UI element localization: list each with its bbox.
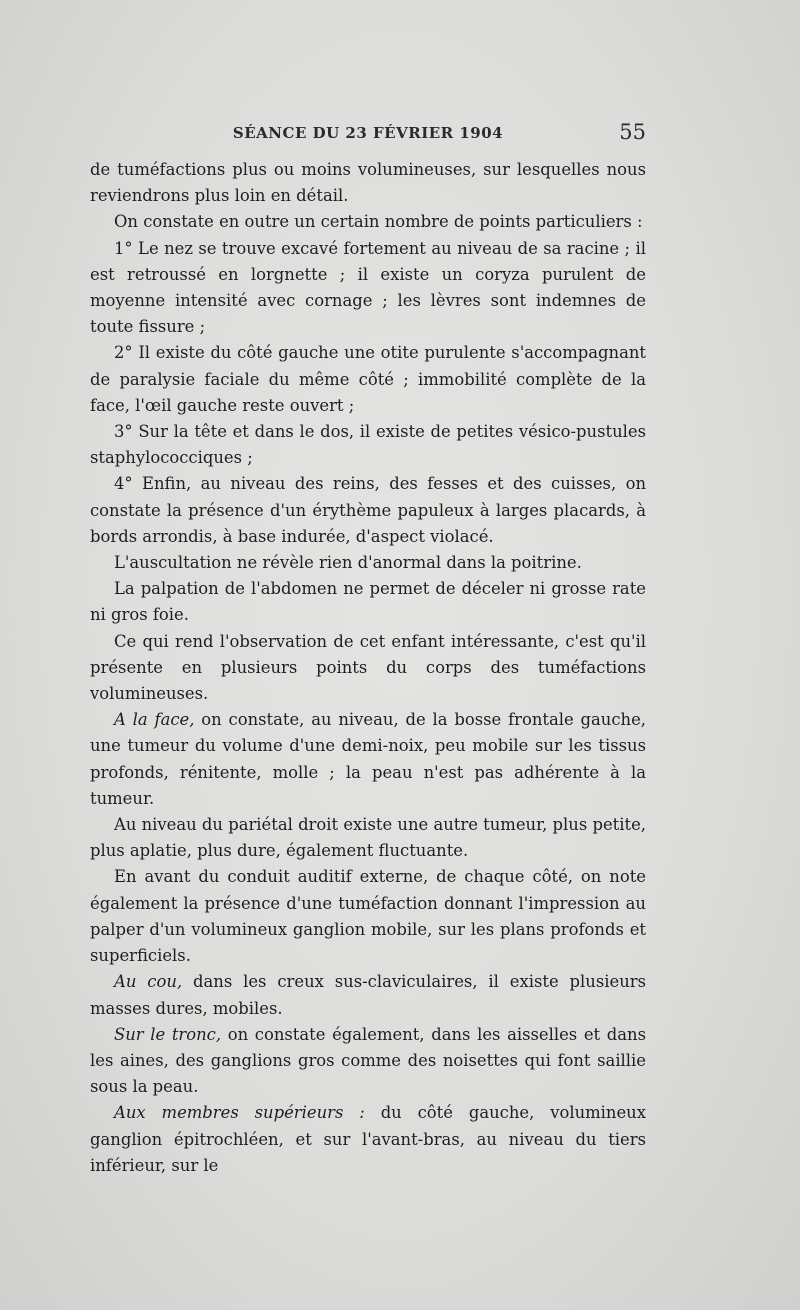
paragraph-text: dans les creux sus-claviculaires, il existe plusieurs masses dures, mobiles. bbox=[90, 972, 647, 1018]
body-text bbox=[90, 157, 646, 1179]
running-head: SÉANCE DU 23 FÉVRIER 1904 bbox=[232, 124, 504, 142]
paragraph-text: 4° Enfin, au niveau des reins, des fesses et des cuisses, on constate la présence d'un érythème papuleux à larges placards, à bords arrondis, à base indurée, d'aspect violacé. bbox=[90, 474, 646, 546]
page-header bbox=[90, 120, 646, 144]
paragraph-text: La palpation de l'abdomen ne permet de déceler ni grosse rate ni gros foie. bbox=[90, 579, 646, 625]
paragraph bbox=[90, 236, 646, 341]
paragraph bbox=[90, 812, 646, 864]
paragraph bbox=[90, 209, 646, 235]
paragraph-text: on constate, au niveau, de la bosse frontale gauche, une tumeur du volume d'une demi-noix, peu mobile sur les tissus profonds, rénitente, molle ; la peau n'est pas adhérente à la tumeur. bbox=[90, 710, 646, 808]
paragraph-text: du côté gauche, volumineux ganglion épitrochléen, et sur l'avant-bras, au niveau du tiers inférieur, sur le bbox=[90, 1103, 646, 1175]
paragraph-lead: Aux membres supérieurs : bbox=[114, 1103, 365, 1123]
paragraph bbox=[90, 576, 646, 628]
paragraph bbox=[90, 157, 646, 209]
paragraph-text: on constate également, dans les aisselles et dans les aines, des ganglions gros comme des noisettes qui font saillie sous la peau. bbox=[90, 1024, 646, 1097]
paragraph-text: de tuméfactions plus ou moins volumineuses, sur lesquelles nous reviendrons plus loin en détail. bbox=[90, 160, 646, 206]
paragraph bbox=[90, 340, 646, 419]
paragraph bbox=[90, 1100, 646, 1179]
paragraph-lead: Sur le tronc, bbox=[114, 1024, 222, 1044]
paragraph bbox=[90, 419, 646, 471]
paragraph-text: On constate en outre un certain nombre de points particuliers : bbox=[114, 212, 643, 232]
paragraph-text: 3° Sur la tête et dans le dos, il existe de petites vésico-pustules staphylococciques ; bbox=[90, 422, 646, 468]
paragraph bbox=[90, 629, 646, 708]
paragraph bbox=[90, 471, 646, 550]
paragraph bbox=[90, 864, 646, 969]
paragraph-lead: Au cou, bbox=[114, 972, 183, 992]
paragraph-text: 2° Il existe du côté gauche une otite purulente s'accompagnant de paralysie faciale du même côté ; immobilité complète de la face, l'œil gauche reste ouvert ; bbox=[90, 343, 646, 415]
paragraph-text: Ce qui rend l'observation de cet enfant intéressante, c'est qu'il présente en plusieurs points du corps des tuméfactions volumineuses. bbox=[90, 631, 646, 704]
paragraph bbox=[90, 969, 646, 1021]
paragraph-text: 1° Le nez se trouve excavé fortement au niveau de sa racine ; il est retroussé en lorgnette ; il existe un coryza purulent de moyenne intensité avec cornage ; les lèvres sont indemnes de toute fissure ; bbox=[90, 238, 646, 337]
paragraph-text: En avant du conduit auditif externe, de chaque côté, on note également la présence d'une tuméfaction donnant l'impression au palper d'un volumineux ganglion mobile, sur les plans profonds et superficiels. bbox=[90, 867, 646, 966]
paragraph-lead: A la face, bbox=[114, 710, 195, 730]
paragraph bbox=[90, 1022, 646, 1101]
page-number: 55 bbox=[619, 120, 646, 144]
paragraph-text: L'auscultation ne révèle rien d'anormal dans la poitrine. bbox=[114, 553, 582, 573]
paragraph bbox=[90, 550, 646, 576]
paragraph-text: Au niveau du pariétal droit existe une autre tumeur, plus petite, plus aplatie, plus dure, également fluctuante. bbox=[90, 815, 646, 861]
paragraph bbox=[90, 707, 646, 812]
